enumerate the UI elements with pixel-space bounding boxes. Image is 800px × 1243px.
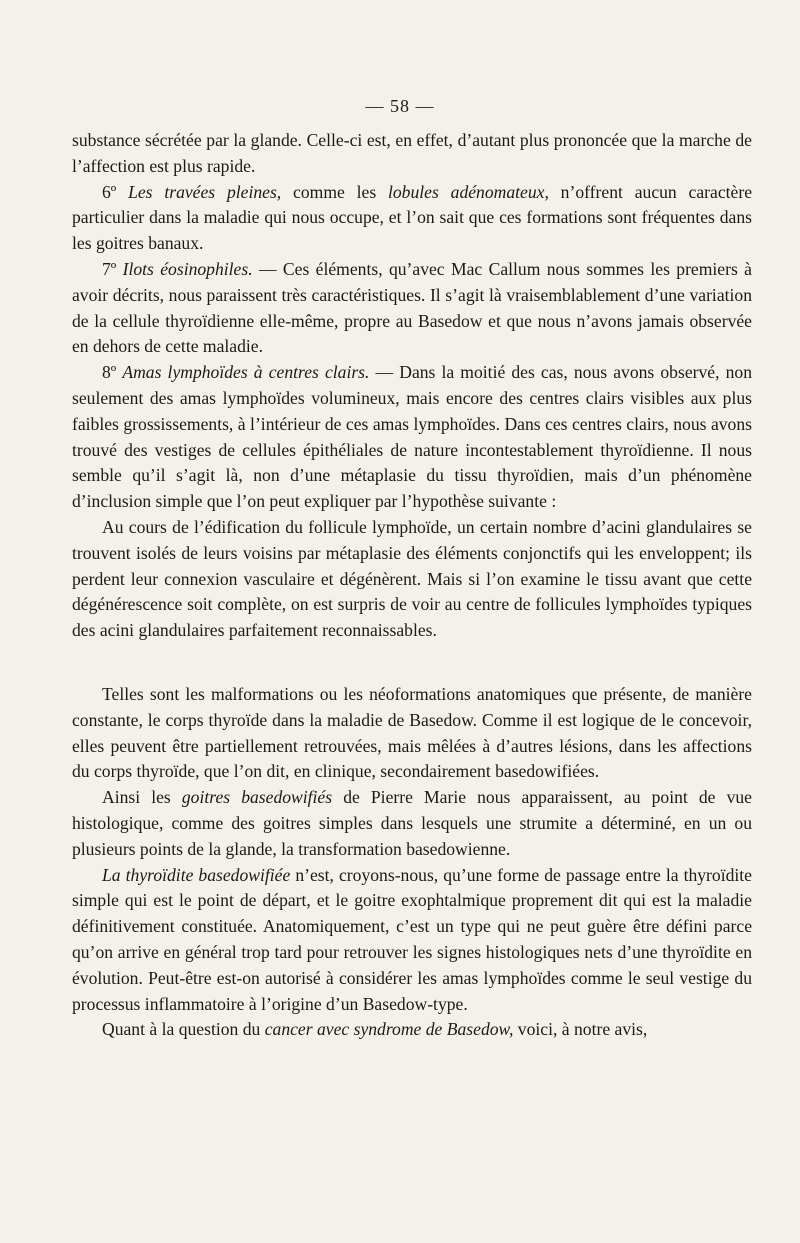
paragraph-thyroidite-basedowifiee: La thyroïdite basedowifiée n’est, croyons-nous, qu’une forme de passage entre la thyroïdite simple qui est le point de départ, et le goitre exophtalmique proprement dit qui est la maladie définitivement constituée. Anatomiquement, c’est un type qui ne peut guère être défini parce qu’on arrive en général trop tard pour retrouver les signes histologiques nets d’une thyroïdite en évolution. Peut-être est-on autorisé à considérer les amas lymphoïdes comme le seul vestige du processus inflammatoire à l’origine d’un Basedow-type.: [72, 864, 752, 1014]
paragraph-amas-lymphoides: 8º Amas lymphoïdes à centres clairs. — Dans la moitié des cas, nous avons observé, non seulement des amas lymphoïdes volumineux, mais encore des centres clairs visibles aux plus faibles grossissements, à l’intérieur de ces amas lymphoïdes. Dans ces centres clairs, nous avons trouvé des vestiges de cellules épithéliales de nature incontestablement thyroïdienne. Il nous semble qu’il s’agit là, non d’une métaplasie du tissu thyroïdien, mais d’un phénomène d’inclusion simple que l’on peut expliquer par l’hypothèse suivante :: [72, 362, 752, 512]
italic-term: cancer avec syndrome de Basedow,: [264, 1019, 514, 1040]
paragraph-edification-follicule: Au cours de l’édification du follicule lymphoïde, un certain nombre d’acini glandulaires se trouvent isolés de leurs voisins par métaplasie des éléments conjonctifs qui les enveloppent; ils perdent leur connexion vasculaire et dégénèrent. Mais si l’on examine le tissu avant que cette dégénérescence soit complète, on est surpris de voir au centre de follicules lymphoïdes typiques des acini glandulaires parfaitement reconnaissables.: [72, 516, 752, 641]
body-text: [72, 128, 752, 1043]
paragraph-continuation: substance sécrétée par la glande. Celle-ci est, en effet, d’autant plus prononcée que la marche de l’affection est plus rapide.: [72, 130, 752, 176]
paragraph-goitres-basedowifies: Ainsi les goitres basedowifiés de Pierre Marie nous apparaissent, au point de vue histologique, comme des goitres simples dans lesquels une strumite a déterminé, en un ou plusieurs points de la glande, la transformation basedowienne.: [72, 787, 752, 859]
italic-term: Amas lymphoïdes à centres clairs.: [122, 362, 370, 383]
italic-term: La thyroïdite basedowifiée: [102, 864, 291, 885]
italic-term: goitres basedowifiés: [181, 787, 333, 808]
paragraph-cancer-basedow: Quant à la question du cancer avec syndrome de Basedow, voici, à notre avis,: [102, 1019, 648, 1040]
paragraph-ilots-eosinophiles: 7º Ilots éosinophiles. — Ces éléments, qu’avec Mac Callum nous sommes les premiers à avoir décrits, nous paraissent très caractéristiques. Il s’agit là vraisemblablement d’une variation de la cellule thyroïdienne elle-même, propre au Basedow et que nous n’avons jamais observée en dehors de cette maladie.: [72, 258, 752, 357]
page-number: — 58 —: [365, 96, 435, 116]
italic-term: Ilots éosinophiles.: [122, 258, 253, 279]
paragraph-travees-pleines: 6º Les travées pleines, comme les lobules adénomateux, n’offrent aucun caractère particulier dans la maladie qui nous occupe, et l’on sait que ces formations sont fréquentes dans les goitres banaux.: [72, 181, 752, 254]
italic-term: Les travées pleines,: [128, 181, 282, 202]
paragraph-telles-sont: Telles sont les malformations ou les néoformations anatomiques que présente, de manière constante, le corps thyroïde dans la maladie de Basedow. Comme il est logique de le concevoir, elles peuvent être partiellement retrouvées, mais mêlées à d’autres lésions, dans les affections du corps thyroïde, que l’on dit, en clinique, secondairement basedowifiées.: [72, 683, 752, 782]
italic-term: lobules adénomateux,: [388, 181, 549, 202]
